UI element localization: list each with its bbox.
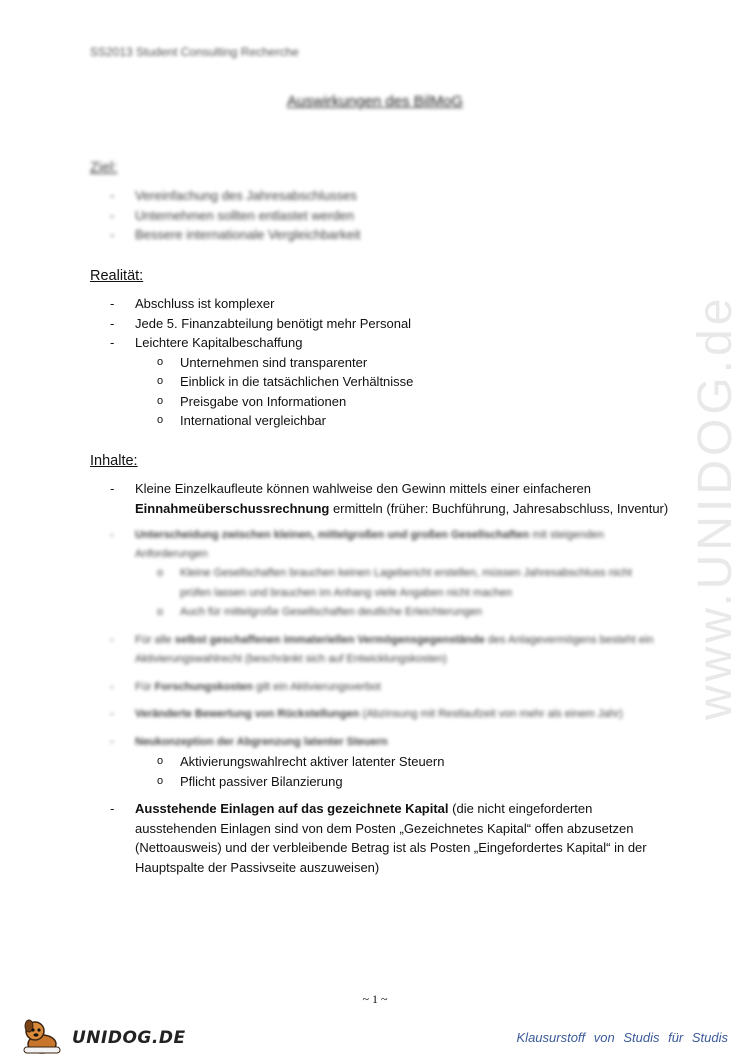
paragraph-immaterielle: - Für alle selbst geschaffenen immateriellen Vermögensgegenstände des Anlagevermögens besteht ein Aktivierungswahlrecht (beschränkt sich auf Entwicklungskosten) [110, 633, 654, 665]
logo-text: UNIDOG.DE [72, 1028, 186, 1048]
sub-list-item: o Preisgabe von Informationen [157, 393, 347, 409]
section-heading-realitaet: Realität: [90, 268, 144, 284]
list-item: - Abschluss ist komplexer [110, 296, 275, 311]
page-header: SS2013 Student Consulting Recherche [90, 45, 299, 59]
section-heading-inhalte: Inhalte: [90, 453, 138, 469]
footer-slogan: Klausurstoff von Studis für Studis [516, 1030, 728, 1045]
section-inhalte [90, 453, 675, 877]
section-heading-ziel: Ziel: [90, 160, 118, 176]
paragraph-forschung: - Für Forschungskosten gilt ein Aktivierungsverbot [110, 680, 381, 693]
paragraph-latente-steuern: - Neukonzeption der Abgrenzung latenter Steuern [110, 735, 388, 748]
sub-list-item: o Kleine Gesellschaften brauchen keinen Lagebericht erstellen, müssen Jahresabschluss nicht prüfen lassen und brauchen im Anhang viele Angaben nicht machen [157, 567, 632, 599]
sub-list-item: o Aktivierungswahlrecht aktiver latenter Steuern [157, 754, 445, 769]
sub-list-item: o Auch für mittelgroße Gesellschaften deutliche Erleichterungen [157, 606, 483, 618]
list-item: - Vereinfachung des Jahresabschlusses [110, 188, 357, 203]
list-item: - Unternehmen sollten entlastet werden [110, 207, 354, 223]
list-item: - Jede 5. Finanzabteilung benötigt mehr Personal [110, 315, 412, 331]
watermark: www.UNIDOG.de [689, 294, 742, 720]
unidog-logo[interactable] [20, 1018, 186, 1056]
sub-list-item: o International vergleichbar [157, 413, 326, 428]
paragraph-ausstehende-einlagen: - Ausstehende Einlagen auf das gezeichnete Kapital (die nicht eingeforderten ausstehenden Einlagen sind von dem Posten „Gezeichnetes Kapital“ offen abzusetzen (Nettoausweis) und der verbleibende Betrag ist als Posten „Eingefordertes Kapital“ in der Hauptspalte der Passivseite auszuweisen) [110, 801, 647, 875]
document-title: Auswirkungen des BilMoG [287, 93, 463, 110]
sub-list-item: o Unternehmen sind transparenter [157, 354, 368, 370]
list-item: - Leichtere Kapitalbeschaffung [110, 335, 303, 350]
paragraph-einnahme: - Kleine Einzelkaufleute können wahlweise den Gewinn mittels einer einfacheren Einnahmeüberschussrechnung ermitteln (früher: Buchführung, Jahresabschluss, Inventur) [110, 481, 669, 516]
paragraph-rueckstellungen: - Veränderte Bewertung von Rückstellungen (Abzinsung mit Restlaufzeit von mehr als einem Jahr) [110, 708, 623, 720]
dog-icon [20, 1018, 66, 1056]
sub-list-item: o Pflicht passiver Bilanzierung [157, 773, 343, 789]
list-item: - Bessere internationale Vergleichbarkeit [110, 227, 361, 242]
section-realitaet [90, 268, 413, 431]
paragraph-unterscheidung: - Unterscheidung zwischen kleinen, mittelgroßen und großen Gesellschaften mit steigenden Anforderungen [110, 529, 604, 560]
sub-list-item: o Einblick in die tatsächlichen Verhältnisse [157, 374, 414, 389]
page-number: ~ 1 ~ [362, 992, 388, 1006]
section-ziel [90, 160, 360, 245]
